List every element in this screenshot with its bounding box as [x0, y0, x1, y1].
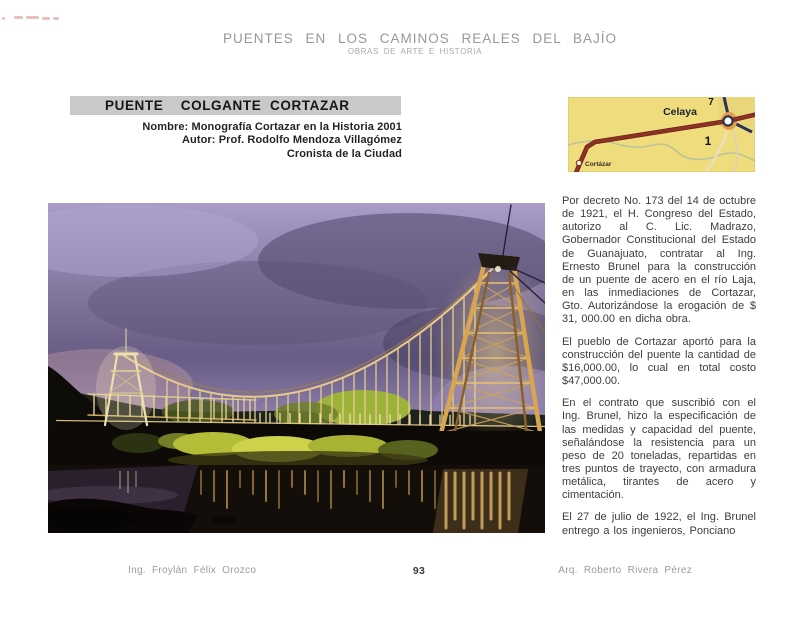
- credit-role: Cronista de la Ciudad: [286, 147, 402, 160]
- credit-name: Nombre: Monografía Cortazar en la Historia 2001: [142, 121, 402, 133]
- map-label-route-7: 7: [708, 97, 714, 108]
- map-label-celaya: Celaya: [663, 106, 697, 118]
- article-paragraph: Por decreto No. 173 del 14 de octubre de 1921, el H. Congreso del Estado, autorizo al C. Lic. Madrazo, Gobernador Constitucional del Estado de Guanajuato, contratar al Ing. Ernesto Brunel para la construcción de un puente de acero en el río Laja, en las inmediaciones de Cortazar, Gto. Autorizándose la erogación de $ 31, 000.00 en dicha obra.: [562, 195, 756, 326]
- footer-author-right: Arq. Roberto Rivera Pérez: [558, 565, 692, 576]
- article-column: [562, 195, 756, 547]
- article-paragraph: En el contrato que suscribió con el Ing. Brunel, hizo la especificación de las medidas y capacidad del puente, señalándose la resistencia para un peso de 20 toneladas, repartidas en tres puntos de trayecto, con armadura metálica, tirantes de acero y cimentación.: [562, 397, 756, 502]
- credit-author: Autor: Prof. Rodolfo Mendoza Villagómez: [181, 134, 402, 147]
- map-graphic: [568, 97, 755, 172]
- locator-map: [568, 97, 755, 172]
- map-cortazar-dot: [576, 160, 581, 165]
- section-title-bar: PUENTE COLGANTE CORTAZAR: [70, 96, 401, 115]
- credits-block: [70, 121, 402, 161]
- pencil-smudge-mark: [0, 14, 70, 24]
- bridge-photo-graphic: [48, 203, 545, 533]
- page-subtitle: OBRAS DE ARTE E HISTORIA: [347, 47, 483, 56]
- article-paragraph: El 27 de julio de 1922, el Ing. Brunel entrego a los ingenieros, Ponciano: [562, 511, 756, 537]
- map-label-cortazar: Cortázar: [585, 161, 612, 168]
- bridge-night-photo: [48, 203, 545, 533]
- footer-author-left: Ing. Froylán Félix Orozco: [128, 565, 257, 576]
- footer-page-number: 93: [412, 565, 426, 577]
- map-celaya-ring: [723, 116, 732, 125]
- map-label-route-1: 1: [704, 134, 712, 148]
- page-title: PUENTES EN LOS CAMINOS REALES DEL BAJÍO: [222, 31, 618, 46]
- article-paragraph: El pueblo de Cortazar aportó para la construcción del puente la cantidad de $16,000.00, lo cual en total costo $47,000.00.: [562, 335, 756, 388]
